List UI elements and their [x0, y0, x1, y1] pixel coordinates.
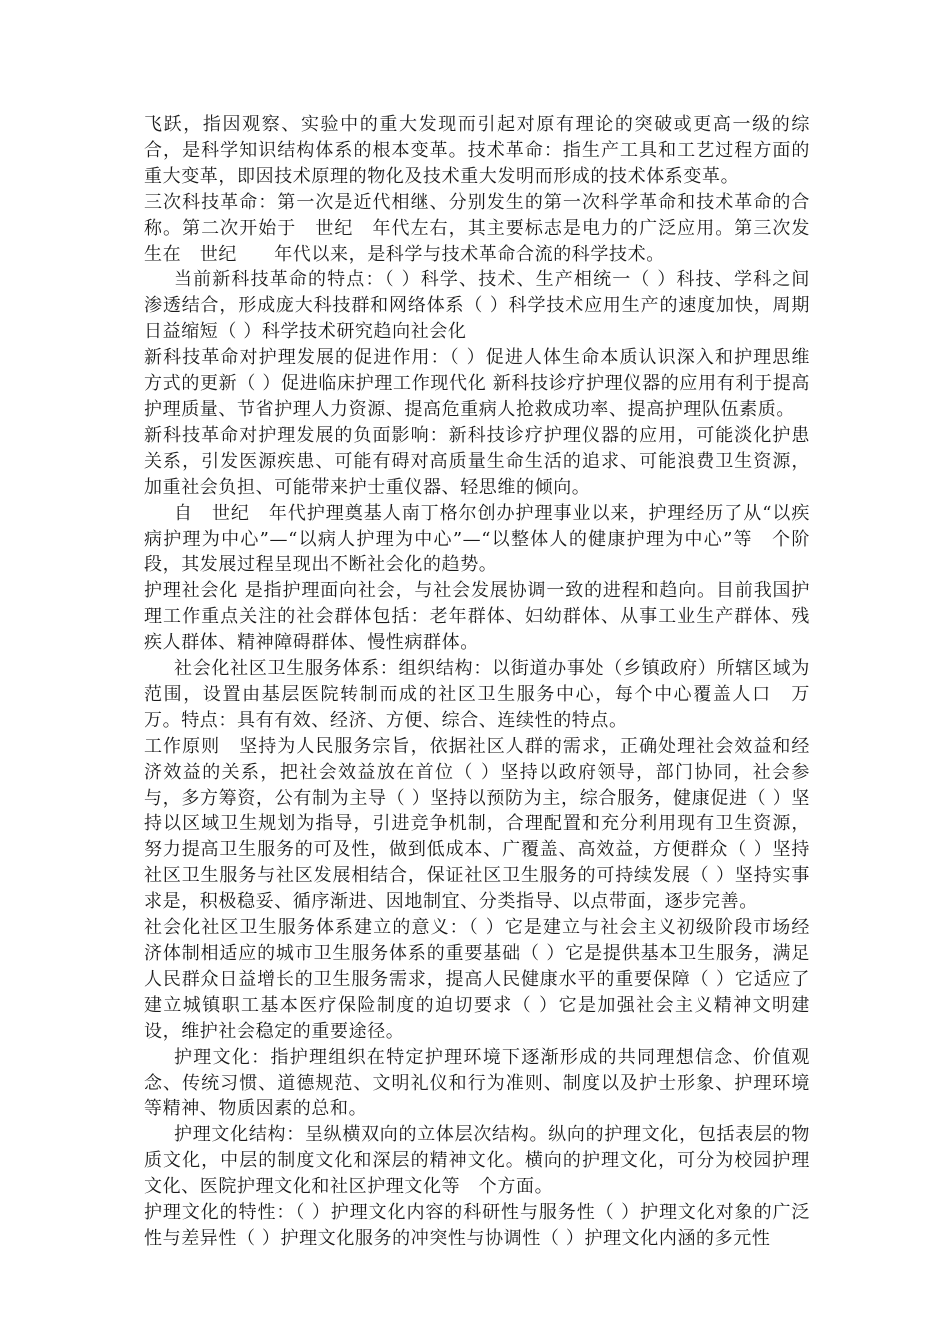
paragraph-community-service-system: 社会化社区卫生服务体系：组织结构：以街道办事处（乡镇政府）所辖区域为范围，设置由基层医院转制而成的社区卫生服务中心，每个中心覆盖人口 万 万。特点：具有有效、经济、方便、综合、连续性的特点。: [144, 658, 829, 731]
paragraph-culture-characteristics: 护理文化的特性：（ ）护理文化内容的科研性与服务性（ ）护理文化对象的广泛性与差异性（ ）护理文化服务的冲突性与协调性（ ）护理文化内涵的多元性: [144, 1202, 810, 1249]
paragraph-system-significance: 社会化社区卫生服务体系建立的意义：（ ）它是建立与社会主义初级阶段市场经济体制相适应的城市卫生服务体系的重要基础（ ）它是提供基本卫生服务，满足人民群众日益增长的卫生服务需求，提高人民健康水平的重要保障（ ）它适应了建立城镇职工基本医疗保险制度的迫切要求（ ）它是加强社会主义精神文明建设，维护社会稳定的重要途径。: [144, 917, 810, 1042]
paragraph-culture-structure: 护理文化结构：呈纵横双向的立体层次结构。纵向的护理文化，包括表层的物质文化，中层的制度文化和深层的精神文化。横向的护理文化，可分为校园护理文化、医院护理文化和社区护理文化等 个方面。: [144, 1124, 810, 1198]
paragraph-work-principles: 工作原则 坚持为人民服务宗旨，依据社区人群的需求，正确处理社会效益和经济效益的关系，把社会效益放在首位（ ）坚持以政府领导，部门协同，社会参与，多方筹资，公有制为主导（ ）坚持以预防为主，综合服务，健康促进（ ）坚持以区域卫生规划为指导，引进竞争机制，合理配置和充分利用现有卫生资源，努力提高卫生服务的可及性，做到低成本、广覆盖、高效益，方便群众（ ）坚持社区卫生服务与社区发展相结合，保证社区卫生服务的可持续发展（ ）坚持实事求是，积极稳妥、循序渐进、因地制宜、分类指导、以点带面，逐步完善。: [144, 735, 810, 913]
paragraph-nursing-socialization: 护理社会化 是指护理面向社会，与社会发展协调一致的进程和趋向。目前我国护理工作重点关注的社会群体包括：老年群体、妇幼群体、从事工业生产群体、残疾人群体、精神障碍群体、慢性病群体。: [144, 580, 810, 654]
paragraph-three-revolutions: 三次科技革命：第一次是近代相继、分别发生的第一次科学革命和技术革命的合称。第二次开始于 世纪 年代左右，其主要标志是电力的广泛应用。第三次发生在 世纪 年代以来，是科学与技术革命合流的科学技术。: [144, 191, 810, 265]
document-body: [144, 112, 829, 1252]
paragraph-nightingale-history: 自 世纪 年代护理奠基人南丁格尔创办护理事业以来，护理经历了从“以疾病护理为中心”—“以病人护理为中心”—“以整体人的健康护理为中心”等 个阶段，其发展过程呈现出不断社会化的趋势。: [144, 502, 810, 576]
paragraph-current-revolution-features: 当前新科技革命的特点：（ ）科学、技术、生产相统一（ ）科技、学科之间渗透结合，形成庞大科技群和网络体系（ ）科学技术应用生产的速度加快，周期日益缩短（ ）科学技术研究趋向社会化: [144, 269, 810, 343]
paragraph-science-revolution-definition: 飞跃，指因观察、实验中的重大发现而引起对原有理论的突破或更高一级的综合，是科学知识结构体系的根本变革。技术革命：指生产工具和工艺过程方面的重大变革，即因技术原理的物化及技术重大发明而形成的技术体系变革。: [144, 114, 810, 187]
paragraph-promotion-effects: 新科技革命对护理发展的促进作用：（ ）促进人体生命本质认识深入和护理思维方式的更新（ ）促进临床护理工作现代化 新科技诊疗护理仪器的应用有利于提高护理质量、节省护理人力资源、提高危重病人抢救成功率、提高护理队伍素质。: [144, 347, 810, 420]
paragraph-negative-effects: 新科技革命对护理发展的负面影响：新科技诊疗护理仪器的应用，可能淡化护患关系，引发医源疾患、可能有碍对高质量生命生活的追求、可能浪费卫生资源，加重社会负担、可能带来护士重仪器、轻思维的倾向。: [144, 424, 810, 498]
paragraph-nursing-culture: 护理文化：指护理组织在特定护理环境下逐渐形成的共同理想信念、价值观念、传统习惯、道德规范、文明礼仪和行为准则、制度以及护士形象、护理环境等精神、物质因素的总和。: [144, 1046, 810, 1120]
